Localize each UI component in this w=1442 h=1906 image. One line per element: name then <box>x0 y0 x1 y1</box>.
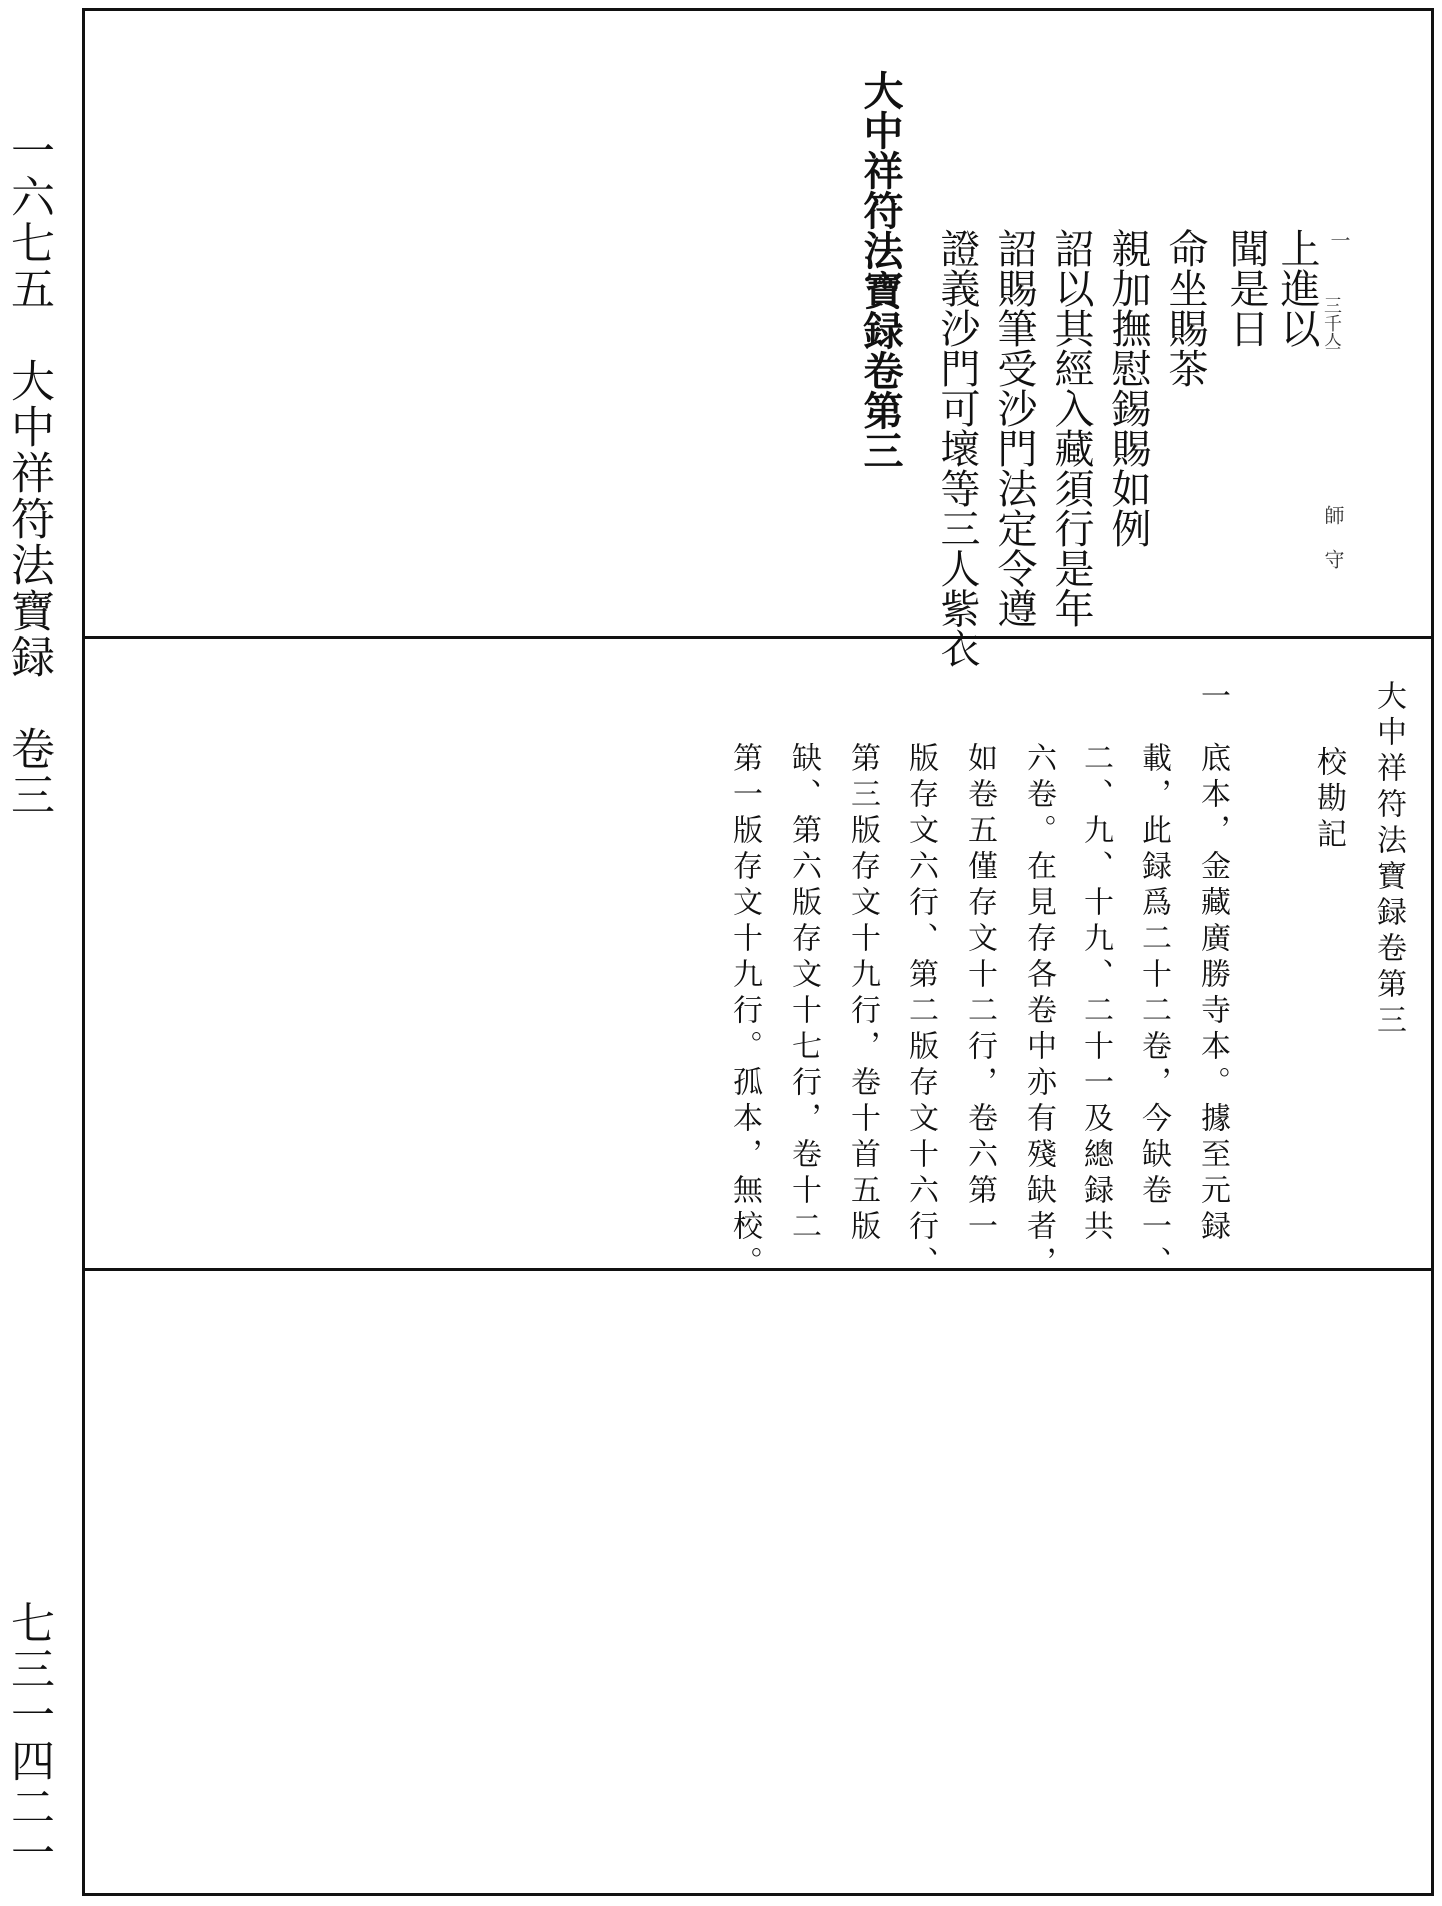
text-line: 聞是日 <box>1223 228 1269 348</box>
margin-note: 三千亼 <box>1321 296 1342 350</box>
note-line: 如卷五僅存文十二行，卷六第一 <box>962 742 997 1246</box>
note-line: 第一版存文十九行。孤本，無校。 <box>727 742 762 1282</box>
note-line: 二、九、十九、二十一及總録共 <box>1078 742 1113 1246</box>
note-line: 版存文六行、第二版存文十六行、 <box>903 742 938 1282</box>
collation-title: 大中祥符法寶録卷第三 <box>1371 680 1406 1040</box>
text-line: 上進以 <box>1274 228 1320 348</box>
text-line: 證義沙門可壞等三人紫衣 <box>934 228 980 668</box>
note-line: 六卷。在見存各卷中亦有殘缺者， <box>1021 742 1056 1282</box>
note-line: 載，此録爲二十二卷，今缺卷一、 <box>1136 742 1171 1282</box>
text-line: 詔以其經入藏須行是年 <box>1048 228 1094 628</box>
text-line: 命坐賜茶 <box>1162 228 1208 388</box>
margin-note: 師 守 <box>1321 505 1345 569</box>
text-line: 詔賜筆受沙門法定令遵 <box>991 228 1037 628</box>
note-number: 一 <box>1195 680 1230 716</box>
panel-divider-upper <box>82 636 1434 639</box>
note-line: 缺、第六版存文十七行，卷十二 <box>786 742 821 1246</box>
note-line: 第三版存文十九行，卷十首五版 <box>845 742 880 1246</box>
collation-heading: 校勘記 <box>1311 746 1346 854</box>
margin-note: 一 <box>1327 230 1351 250</box>
note-line: 底本，金藏廣勝寺本。據至元録 <box>1195 742 1230 1246</box>
folio-number: 七三一四二一 <box>3 1600 54 1876</box>
scripture-title: 大中祥符法寶録卷第三 <box>857 70 904 470</box>
running-title: 一六七五 大中祥符法寶録 卷三 <box>3 128 54 818</box>
text-line: 親加撫慰錫賜如例 <box>1105 228 1151 548</box>
